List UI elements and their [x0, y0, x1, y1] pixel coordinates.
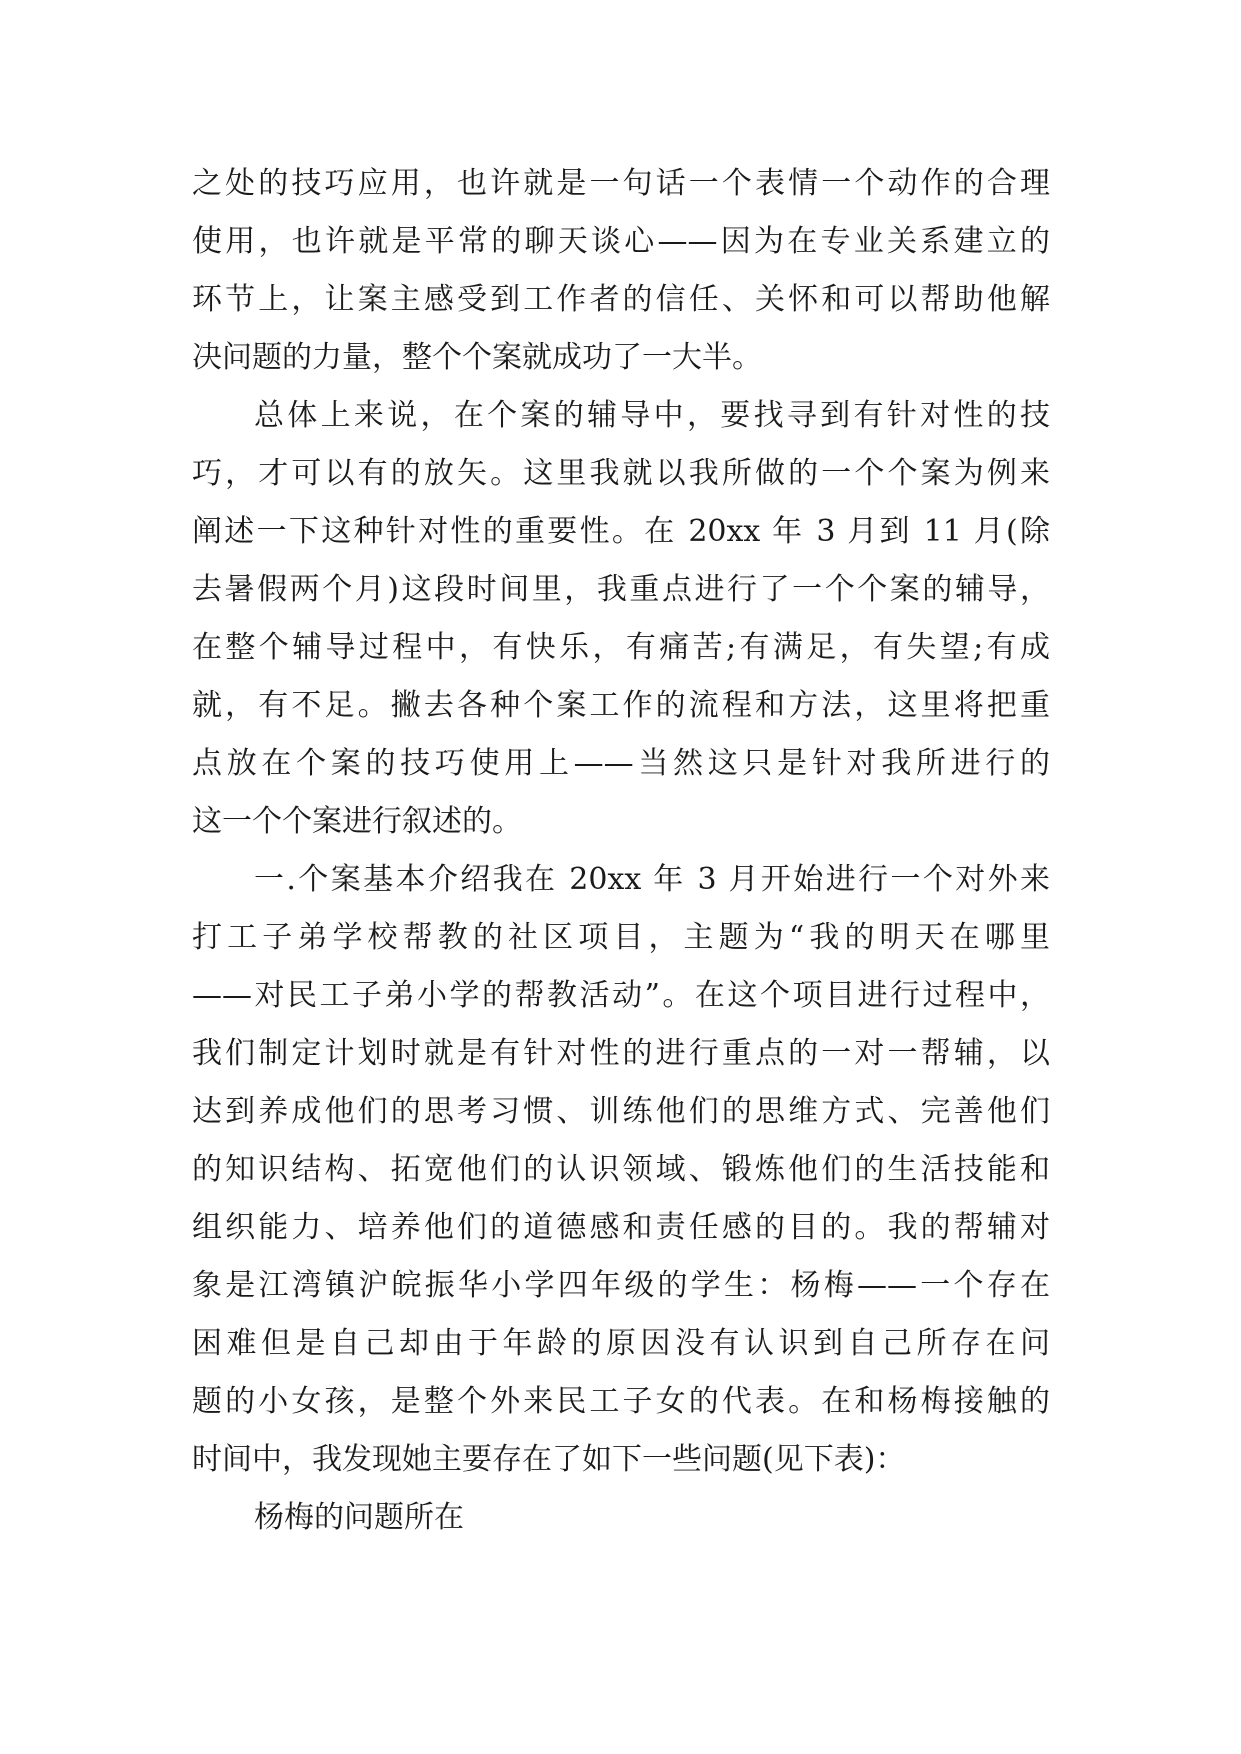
text-line: 在整个辅导过程中，有快乐，有痛苦;有满足，有失望;有成	[192, 630, 1050, 665]
text-line: 时间中，我发现她主要存在了如下一些问题(见下表)：	[192, 1442, 906, 1477]
text-line: 之处的技巧应用，也许就是一句话一个表情一个动作的合理	[192, 166, 1050, 201]
text-line: 达到养成他们的思考习惯、训练他们的思维方式、完善他们	[192, 1094, 1050, 1129]
text-line: ——对民工子弟小学的帮教活动”。在这个项目进行过程中，	[192, 978, 1050, 1013]
text-line: 使用，也许就是平常的聊天谈心——因为在专业关系建立的	[192, 224, 1050, 259]
text-line: 打工子弟学校帮教的社区项目，主题为“我的明天在哪里	[192, 920, 1050, 955]
paragraph-first-line: 一.个案基本介绍我在 20xx 年 3 月开始进行一个对外来	[254, 862, 1050, 897]
text-line: 就，有不足。撇去各种个案工作的流程和方法，这里将把重	[192, 688, 1050, 723]
text-line: 这一个个案进行叙述的。	[192, 804, 522, 839]
text-line: 困难但是自己却由于年龄的原因没有认识到自己所存在问	[192, 1326, 1050, 1361]
text-line: 的知识结构、拓宽他们的认识领域、锻炼他们的生活技能和	[192, 1152, 1050, 1187]
text-line: 题的小女孩，是整个外来民工子女的代表。在和杨梅接触的	[192, 1384, 1050, 1419]
text-line: 点放在个案的技巧使用上——当然这只是针对我所进行的	[192, 746, 1050, 781]
text-line: 组织能力、培养他们的道德感和责任感的目的。我的帮辅对	[192, 1210, 1050, 1245]
text-line: 环节上，让案主感受到工作者的信任、关怀和可以帮助他解	[192, 282, 1050, 317]
text-line: 决问题的力量，整个个案就成功了一大半。	[192, 340, 762, 375]
text-line: 象是江湾镇沪皖振华小学四年级的学生：杨梅——一个存在	[192, 1268, 1050, 1303]
paragraph-first-line: 总体上来说，在个案的辅导中，要找寻到有针对性的技	[254, 398, 1050, 433]
text-line: 阐述一下这种针对性的重要性。在 20xx 年 3 月到 11 月(除	[192, 514, 1050, 549]
text-line: 我们制定计划时就是有针对性的进行重点的一对一帮辅，以	[192, 1036, 1050, 1071]
text-line: 巧，才可以有的放矢。这里我就以我所做的一个个案为例来	[192, 456, 1050, 491]
text-line: 去暑假两个月)这段时间里，我重点进行了一个个案的辅导，	[192, 572, 1050, 607]
table-caption: 杨梅的问题所在	[254, 1500, 464, 1535]
